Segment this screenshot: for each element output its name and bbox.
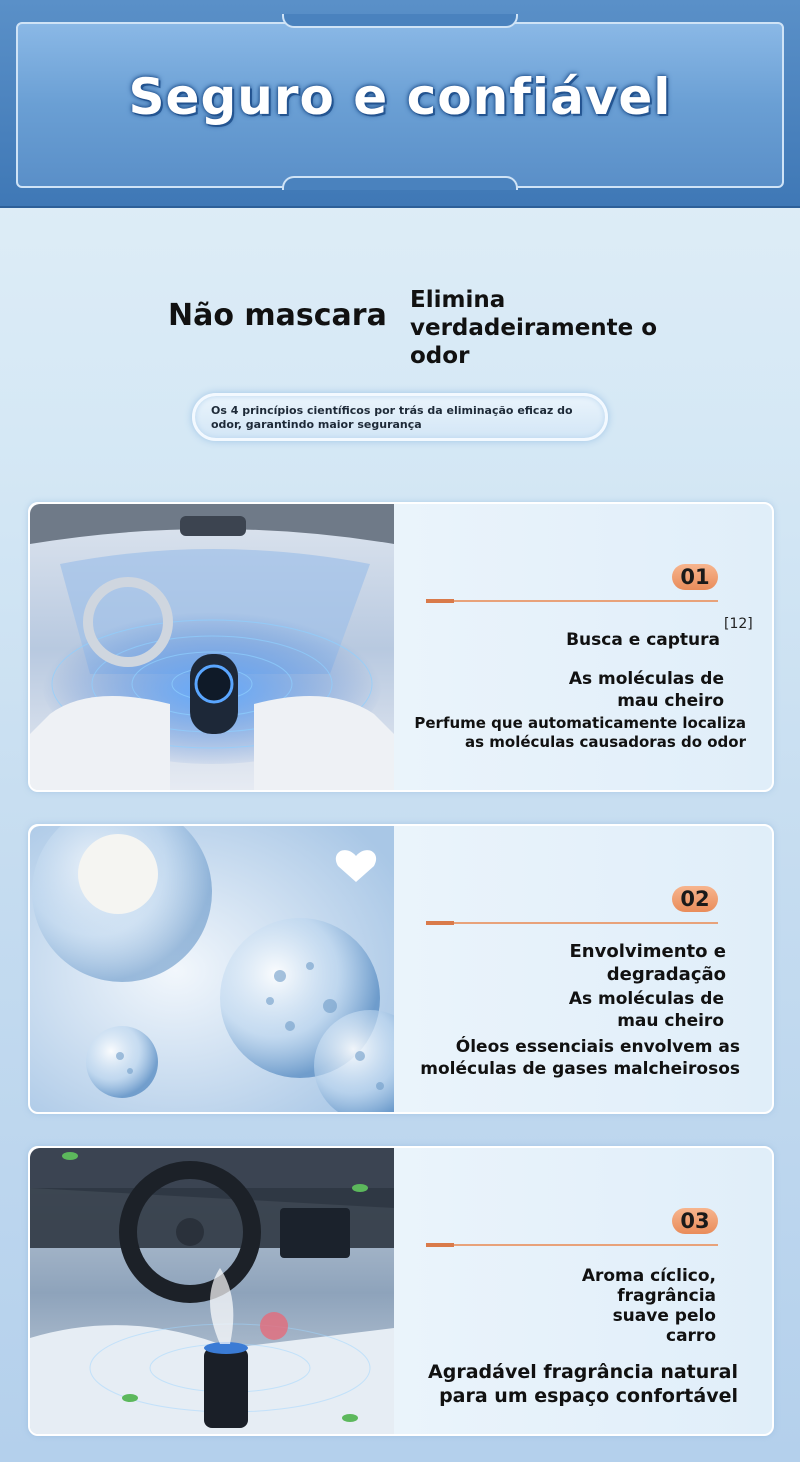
description-line-2: moléculas de gases malcheirosos xyxy=(420,1059,740,1079)
heading-line-1: Aroma cíclico, xyxy=(581,1266,716,1286)
step-number-badge: 02 xyxy=(672,886,718,912)
divider-rule xyxy=(426,600,718,602)
header-banner xyxy=(0,0,800,208)
heading-line-2: fragrância xyxy=(617,1286,716,1306)
divider-rule xyxy=(426,1244,718,1246)
card-subtitle xyxy=(569,668,724,712)
step-number-badge: 01 xyxy=(672,564,718,590)
description-line-1: Agradável fragrância natural xyxy=(428,1361,738,1383)
description-line-2: as moléculas causadoras do odor xyxy=(465,733,746,751)
heading-line-3: suave pelo xyxy=(612,1306,716,1326)
card-description xyxy=(414,714,746,752)
feature-card-2 xyxy=(28,824,774,1114)
intro-right-heading: Elimina verdadeiramente o odor xyxy=(410,287,658,369)
card-description xyxy=(420,1036,740,1080)
description-line-1: Perfume que automaticamente localiza xyxy=(414,714,746,732)
page-title: Seguro e confiável xyxy=(128,68,672,126)
description-line-2: para um espaço confortável xyxy=(439,1385,738,1407)
card-description xyxy=(428,1360,738,1408)
water-bubbles-image xyxy=(30,826,394,1114)
intro-pill: Os 4 princípios científicos por trás da eliminação eficaz do odor, garantindo maior segurança xyxy=(192,393,608,441)
card-heading: Busca e captura xyxy=(566,630,720,650)
description-line-1: Óleos essenciais envolvem as xyxy=(455,1037,740,1057)
step-number-badge: 03 xyxy=(672,1208,718,1234)
feature-card-1 xyxy=(28,502,774,792)
car-diffuser-image xyxy=(30,1148,394,1436)
banner-notch-top xyxy=(282,14,518,28)
intro-left-heading: Não mascara xyxy=(168,298,387,333)
subtitle-line-1: As moléculas de xyxy=(568,989,724,1009)
card-subtitle xyxy=(569,988,724,1032)
banner-notch-bottom xyxy=(282,176,518,190)
card-heading xyxy=(569,940,726,986)
car-interior-scan-image xyxy=(30,504,394,792)
subtitle-line-2: mau cheiro xyxy=(617,1011,724,1031)
feature-card-3 xyxy=(28,1146,774,1436)
divider-rule xyxy=(426,922,718,924)
card-heading xyxy=(582,1266,716,1346)
subtitle-line-2: mau cheiro xyxy=(617,691,724,711)
reference-superscript: [12] xyxy=(724,616,753,632)
heading-line-1: Envolvimento e xyxy=(569,941,726,962)
heading-line-4: carro xyxy=(666,1326,716,1346)
heading-line-2: degradação xyxy=(606,964,726,985)
subtitle-line-1: As moléculas de xyxy=(568,669,724,689)
